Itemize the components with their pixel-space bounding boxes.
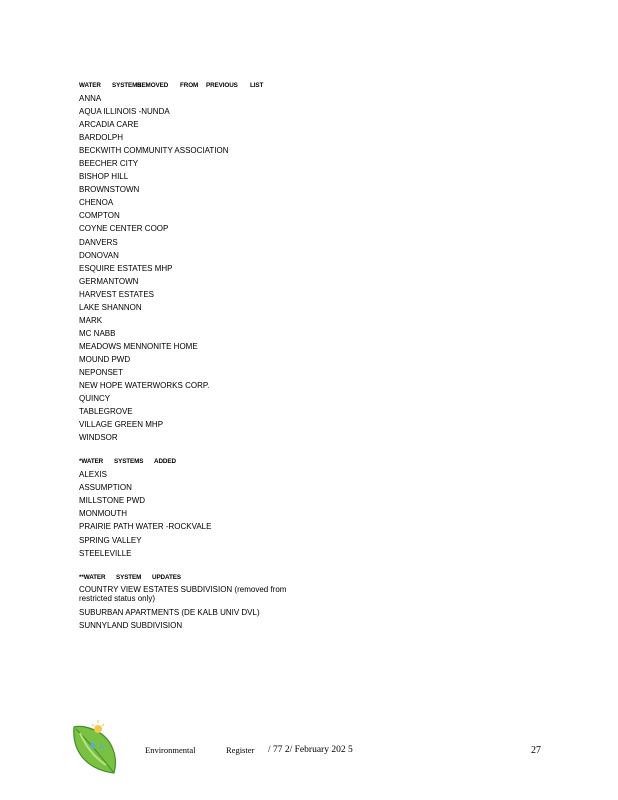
footer-register-label: Register xyxy=(226,745,255,755)
list-item: COUNTRY VIEW ESTATES SUBDIVISION (removed from restricted status only) xyxy=(79,584,287,604)
removed-section xyxy=(79,80,319,444)
heading-word: PREVIOUS xyxy=(206,82,238,89)
list-item: ESQUIRE ESTATES MHP xyxy=(79,263,173,273)
list-item: HARVEST ESTATES xyxy=(79,289,154,299)
list-item: SUNNYLAND SUBDIVISION xyxy=(79,620,183,630)
list-item: LAKE SHANNON xyxy=(79,302,142,312)
list-item: BISHOP HILL xyxy=(79,172,129,182)
list-item: BEECHER CITY xyxy=(79,159,139,169)
list-item: MC NABB xyxy=(79,328,116,338)
list-item: QUINCY xyxy=(79,394,111,404)
list-item: SPRING VALLEY xyxy=(79,535,142,545)
list-item: DONOVAN xyxy=(79,250,119,260)
list-item: COYNE CENTER COOP xyxy=(79,224,169,234)
heading-word: ADDED xyxy=(154,458,176,466)
list-item: MEADOWS MENNONITE HOME xyxy=(79,341,198,351)
heading-word: *WATER xyxy=(79,458,104,466)
heading-word: SYSTEMS xyxy=(112,82,142,89)
updates-section xyxy=(79,572,319,632)
list-item: VILLAGE GREEN MHP xyxy=(79,420,164,430)
heading-word: SYSTEMS xyxy=(114,458,144,466)
list-item: ARCADIA CARE xyxy=(79,120,139,130)
list-item: PRAIRIE PATH WATER -ROCKVALE xyxy=(79,522,212,532)
document-body xyxy=(79,80,319,632)
list-item: ANNA xyxy=(79,94,102,103)
list-item: MOUND PWD xyxy=(79,354,131,364)
added-heading xyxy=(79,456,319,468)
list-item: NEPONSET xyxy=(79,367,124,377)
heading-word: REMOVED xyxy=(137,82,169,89)
removed-heading xyxy=(79,80,319,92)
page-number: 27 xyxy=(531,745,541,756)
heading-word: FROM xyxy=(180,82,199,89)
list-item: GERMANTOWN xyxy=(79,276,139,286)
section-spacer xyxy=(79,560,319,572)
list-item: AQUA ILLINOIS -NUNDA xyxy=(79,107,170,117)
updates-list xyxy=(79,584,319,632)
list-item: BARDOLPH xyxy=(79,133,124,143)
heading-word: LIST xyxy=(250,82,264,89)
heading-word: SYSTEM xyxy=(116,573,142,581)
heading-word: **WATER xyxy=(79,573,106,581)
heading-word: WATER xyxy=(79,82,101,89)
list-item: CHENOA xyxy=(79,198,114,208)
list-item: ASSUMPTION xyxy=(79,483,132,493)
list-item: DANVERS xyxy=(79,237,118,247)
list-item: BROWNSTOWN xyxy=(79,185,140,195)
list-item: STEELEVILLE xyxy=(79,548,132,558)
footer-publication-name: Environmental xyxy=(145,745,196,755)
list-item: SUBURBAN APARTMENTS (DE KALB UNIV DVL) xyxy=(79,607,260,617)
added-section xyxy=(79,456,319,559)
added-list xyxy=(79,468,319,559)
list-item: COMPTON xyxy=(79,211,120,221)
list-item: MONMOUTH xyxy=(79,509,127,519)
list-item: WINDSOR xyxy=(79,433,118,443)
page-footer xyxy=(0,715,618,775)
list-item: ALEXIS xyxy=(79,470,108,480)
footer-issue-date: / 77 2/ February 202 5 xyxy=(268,745,353,755)
heading-word: UPDATES xyxy=(152,573,181,581)
updates-heading xyxy=(79,572,319,584)
list-item: TABLEGROVE xyxy=(79,407,133,417)
list-item: BECKWITH COMMUNITY ASSOCIATION xyxy=(79,146,229,156)
list-item: MILLSTONE PWD xyxy=(79,496,146,506)
section-spacer xyxy=(79,444,319,456)
removed-list xyxy=(79,92,319,444)
environmental-register-leaf-logo-icon xyxy=(70,719,122,775)
list-item: MARK xyxy=(79,315,103,325)
list-item: NEW HOPE WATERWORKS CORP. xyxy=(79,381,210,391)
